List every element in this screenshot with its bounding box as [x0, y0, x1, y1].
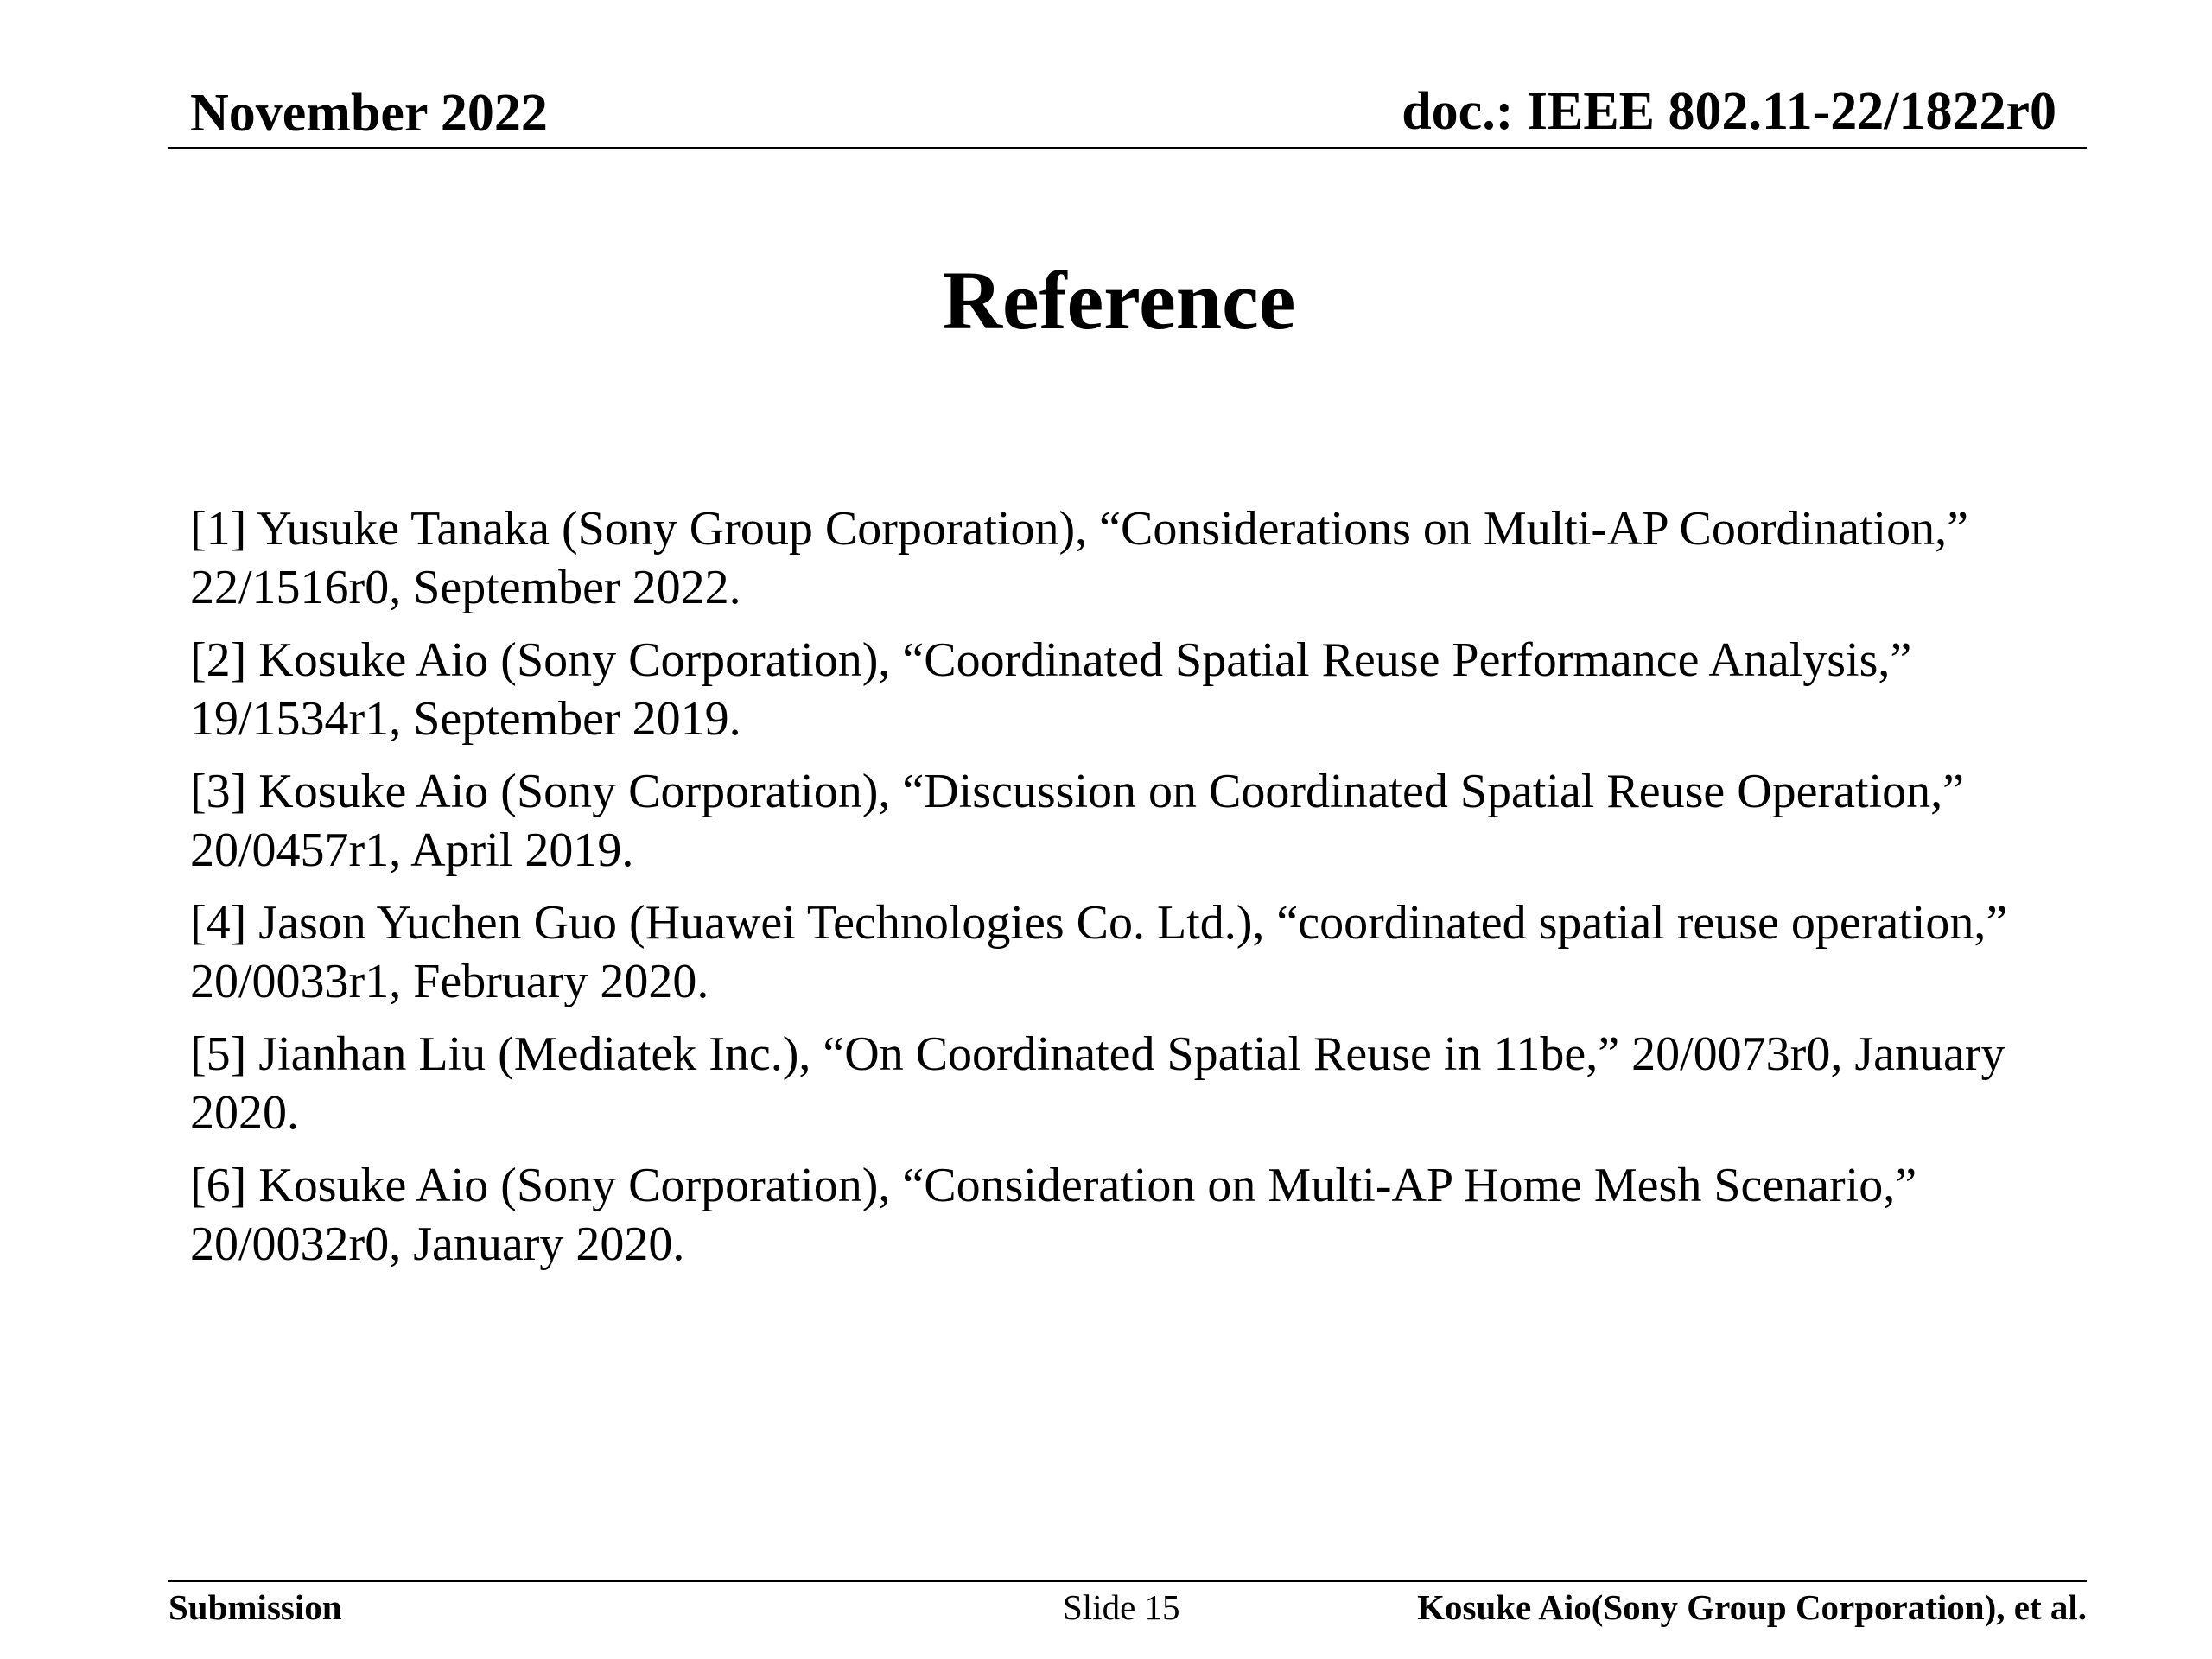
footer-divider: [168, 1580, 2087, 1582]
reference-item-4: [4] Jason Yuchen Guo (Huawei Technologies Co. Ltd.), “coordinated spatial reuse operation,” 20/0033r1, February 2020.: [190, 896, 2008, 1008]
header-divider: [168, 147, 2087, 149]
reference-item-3: [3] Kosuke Aio (Sony Corporation), “Discussion on Coordinated Spatial Reuse Operation,” 20/0457r1, April 2019.: [190, 765, 1964, 877]
footer-submission: Submission: [168, 1587, 342, 1627]
reference-list: [190, 499, 2082, 1287]
footer-author: Kosuke Aio(Sony Group Corporation), et al.: [1417, 1587, 2087, 1627]
reference-item-2: [2] Kosuke Aio (Sony Corporation), “Coordinated Spatial Reuse Performance Analysis,” 19/1534r1, September 2019.: [190, 633, 1912, 746]
reference-item-5: [5] Jianhan Liu (Mediatek Inc.), “On Coordinated Spatial Reuse in 11be,” 20/0073r0, January 2020.: [190, 1027, 2005, 1140]
header-doc-id: doc.: IEEE 802.11-22/1822r0: [1402, 82, 2056, 141]
slide-title: Reference: [942, 254, 1296, 346]
reference-item-6: [6] Kosuke Aio (Sony Corporation), “Consideration on Multi-AP Home Mesh Scenario,” 20/0032r0, January 2020.: [190, 1159, 1917, 1271]
header-date: November 2022: [190, 84, 548, 143]
footer-slide-number: Slide 15: [1063, 1587, 1180, 1627]
reference-item-1: [1] Yusuke Tanaka (Sony Group Corporation), “Considerations on Multi-AP Coordination,” 22/1516r0, September 2022.: [190, 502, 1968, 614]
